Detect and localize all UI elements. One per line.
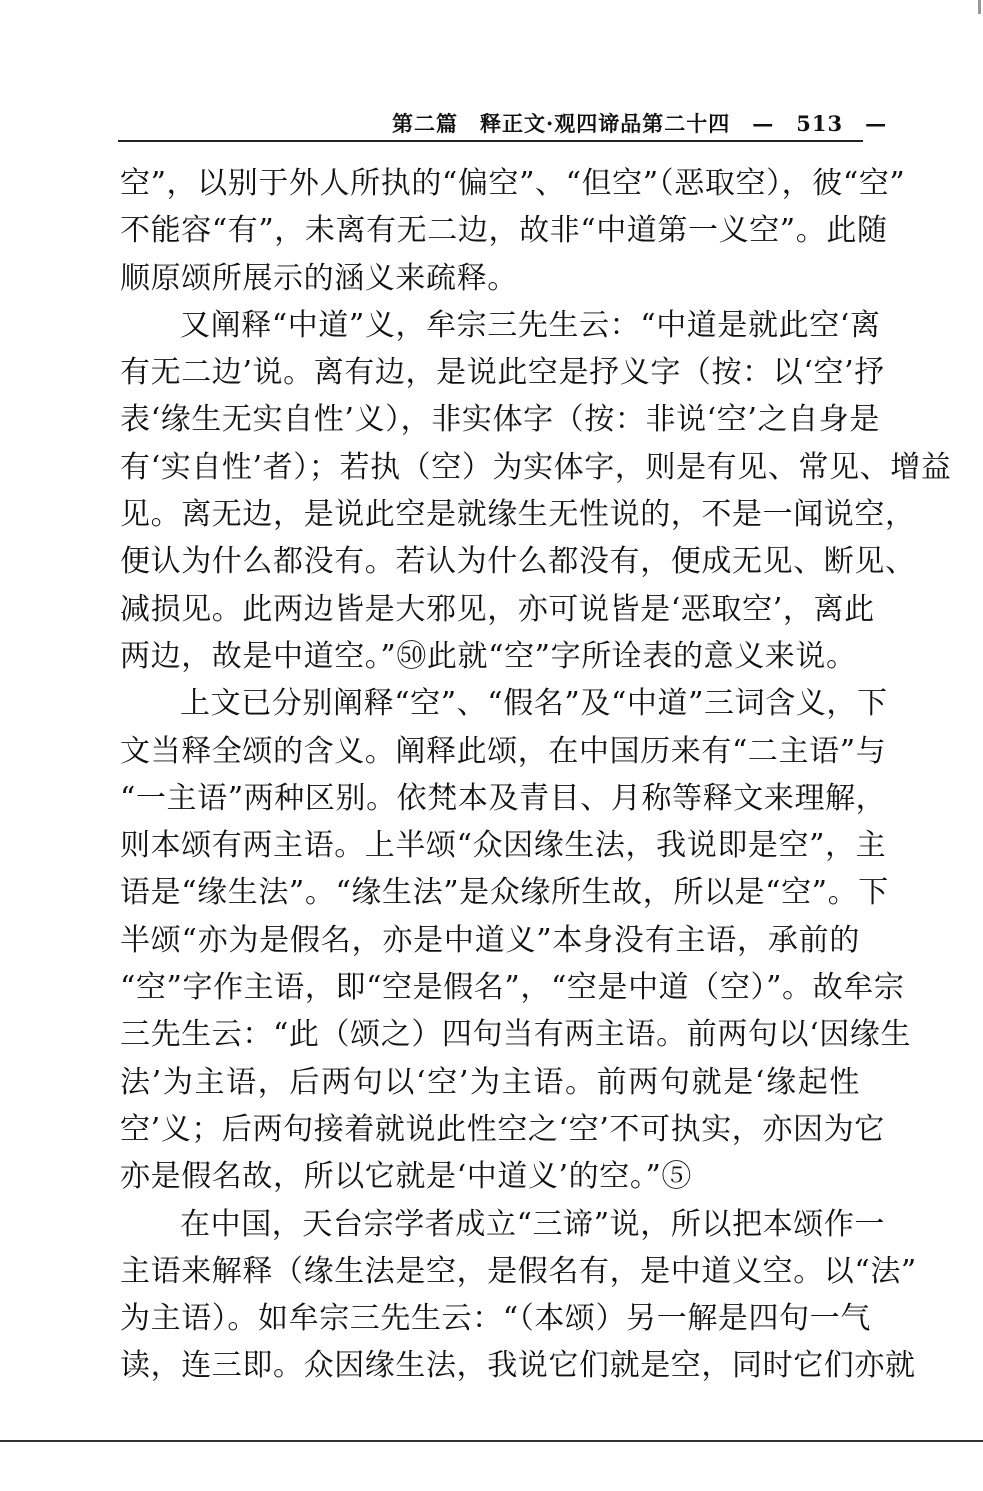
text-line: 语是“缘生法”。“缘生法”是众缘所生故，所以是“空”。下 xyxy=(120,875,889,911)
running-header: 第二篇 释正文·观四谛品第二十四 — 513 — xyxy=(392,111,888,136)
text-line: 主语来解释（缘生法是空，是假名有，是中道义空。以“法” xyxy=(120,1253,917,1289)
text-line: 空’义；后两句接着就说此性空之‘空’不可执实，亦因为它 xyxy=(120,1111,885,1147)
text-line: 减损见。此两边皆是大邪见，亦可说皆是‘恶取空’，离此 xyxy=(120,591,875,627)
text-line: 则本颂有两主语。上半颂“众因缘生法，我说即是空”，主 xyxy=(120,828,887,864)
text-line: 法’为主语，后两句以‘空’为主语。前两句就是‘缘起性 xyxy=(120,1064,860,1100)
text-line: 上文已分别阐释“空”、“假名”及“中道”三词含义，下 xyxy=(180,686,888,722)
text-line: 不能容“有”，未离有无二边，故非“中道第一义空”。此随 xyxy=(120,213,888,249)
body-text xyxy=(120,160,952,1390)
text-line: 有‘实自性’者）；若执（空）为实体字，则是有见、常见、增益 xyxy=(120,449,952,485)
text-line: 亦是假名故，所以它就是‘中道义’的空。”⑤ xyxy=(120,1159,693,1195)
text-line: 有无二边’说。离有边，是说此空是抒义字（按：以‘空’抒 xyxy=(120,355,885,391)
text-line: 两边，故是中道空。”㊿此就“空”字所诠表的意义来说。 xyxy=(120,638,857,674)
text-line: 便认为什么都没有。若认为什么都没有，便成无见、断见、 xyxy=(120,544,916,580)
text-line: “空”字作主语，即“空是假名”，“空是中道（空）”。故牟宗 xyxy=(120,970,905,1006)
text-line: 顺原颂所展示的涵义来疏释。 xyxy=(120,260,518,296)
text-line: 又阐释“中道”义，牟宗三先生云：“中道是就此空‘离 xyxy=(180,307,881,343)
text-line: 在中国，天台宗学者成立“三谛”说，所以把本颂作一 xyxy=(180,1206,886,1242)
text-line: “一主语”两种区别。依梵本及青目、月称等释文来理解， xyxy=(120,780,887,816)
text-line: 空”，以别于外人所执的“偏空”、“但空”（恶取空），彼“空” xyxy=(120,166,906,201)
text-line: 文当释全颂的含义。阐释此颂，在中国历来有“二主语”与 xyxy=(120,733,887,769)
scan-edge-mark xyxy=(978,0,981,14)
text-line: 三先生云：“此（颂之）四句当有两主语。前两句以‘因缘生 xyxy=(120,1017,912,1053)
text-line: 读，连三即。众因缘生法，我说它们就是空，同时它们亦就 xyxy=(120,1348,916,1384)
text-line: 半颂“亦为是假名，亦是中道义”本身没有主语，承前的 xyxy=(120,922,860,958)
header-rule xyxy=(118,140,863,142)
text-line: 为主语）。如牟宗三先生云：“（本颂）另一解是四句一气 xyxy=(120,1301,871,1337)
text-line: 表‘缘生无实自性’义），非实体字（按：非说‘空’之自身是 xyxy=(120,402,880,438)
text-line: 见。离无边，是说此空是就缘生无性说的，不是一闻说空， xyxy=(120,497,916,533)
page-bottom-rule xyxy=(0,1440,983,1442)
